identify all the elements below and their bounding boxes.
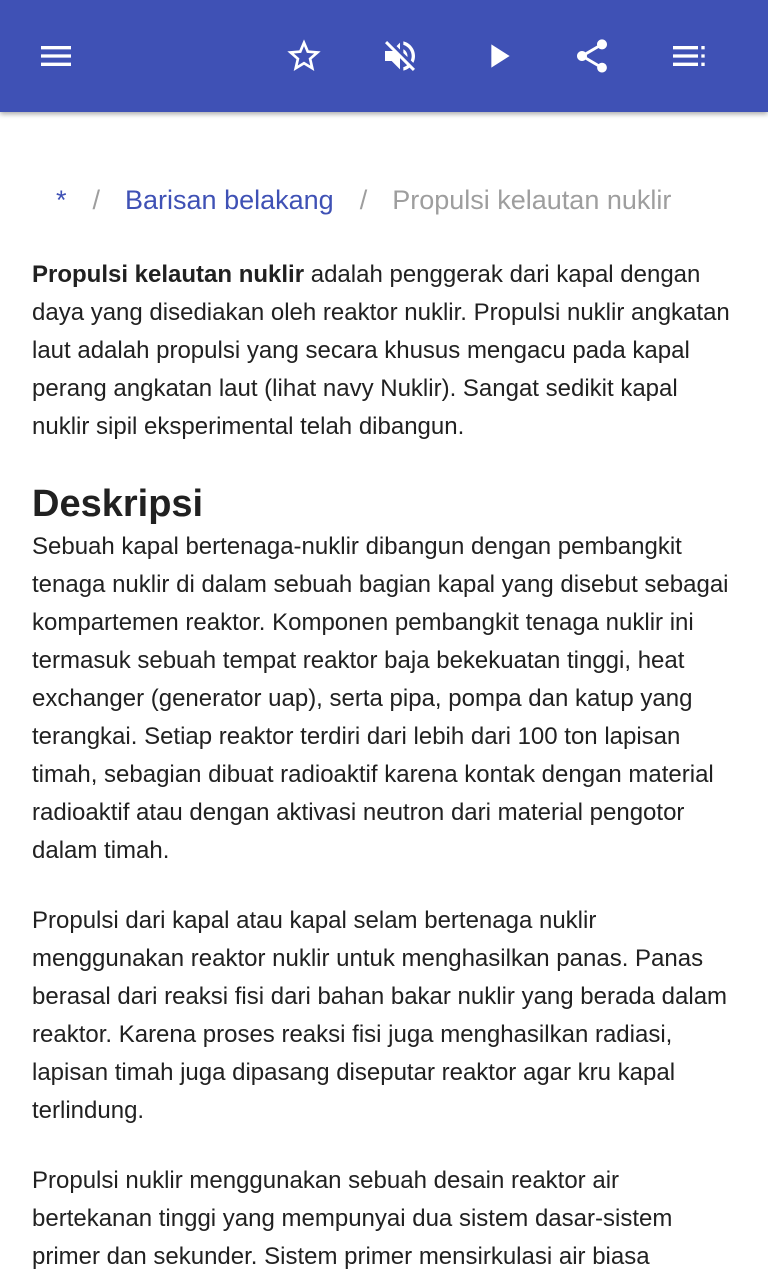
- mute-button[interactable]: [372, 28, 428, 84]
- share-button[interactable]: [564, 28, 620, 84]
- play-button[interactable]: [470, 28, 526, 84]
- intro-text: adalah penggerak dari kapal dengan daya yang disediakan oleh reaktor nuklir. Propulsi nuklir angkatan laut adalah propulsi yang secara khusus mengacu pada kapal perang angkatan laut (lihat navy Nuklir). Sangat sedikit kapal nuklir sipil eksperimental telah dibangun.: [32, 261, 730, 440]
- body-paragraph-3: Propulsi nuklir menggunakan sebuah desain reaktor air bertekanan tinggi yang mempunyai dua sistem dasar-sistem primer dan sekunder. Sistem primer mensirkulasi air biasa: [32, 1167, 673, 1270]
- star-outline-icon: [284, 36, 324, 76]
- volume-off-icon: [380, 36, 420, 76]
- bookmark-button[interactable]: [276, 28, 332, 84]
- breadcrumb-home-link[interactable]: *: [56, 184, 67, 215]
- breadcrumb-current: Propulsi kelautan nuklir: [392, 184, 672, 215]
- play-icon: [478, 36, 518, 76]
- breadcrumb: [32, 180, 736, 220]
- list-icon: [668, 36, 708, 76]
- menu-button[interactable]: [28, 28, 84, 84]
- article-title-bold: Propulsi kelautan nuklir: [32, 261, 305, 288]
- body-paragraph-2: Propulsi dari kapal atau kapal selam bertenaga nuklir menggunakan reaktor nuklir untuk menghasilkan panas. Panas berasal dari reaksi fisi dari bahan bakar nuklir yang berada dalam reaktor. Karena proses reaksi fisi juga menghasilkan radiasi, lapisan timah juga dipasang diseputar reaktor agar kru kapal terlindung.: [32, 907, 728, 1124]
- breadcrumb-parent-link[interactable]: Barisan belakang: [125, 184, 334, 215]
- menu-icon: [36, 36, 76, 76]
- body-paragraph-1: Sebuah kapal bertenaga-nuklir dibangun dengan pembangkit tenaga nuklir di dalam sebuah bagian kapal yang disebut sebagai kompartemen reaktor. Komponen pembangkit tenaga nuklir ini termasuk sebuah tempat reaktor baja bekekuatan tinggi, heat exchanger (generator uap), serta pipa, pompa dan katup yang terangkai. Setiap reaktor terdiri dari lebih dari 100 ton lapisan timah, sebagian dibuat radioaktif karena kontak dengan material radioaktif atau dengan aktivasi neutron dari material pengotor dalam timah.: [32, 533, 729, 864]
- share-icon: [572, 36, 612, 76]
- app-toolbar: [0, 0, 768, 112]
- section-heading: Deskripsi: [32, 483, 204, 525]
- table-of-contents-button[interactable]: [660, 28, 716, 84]
- intro-paragraph: [32, 256, 736, 446]
- breadcrumb-separator: /: [359, 184, 368, 215]
- breadcrumb-separator: /: [92, 184, 101, 215]
- article-content: [32, 112, 736, 1276]
